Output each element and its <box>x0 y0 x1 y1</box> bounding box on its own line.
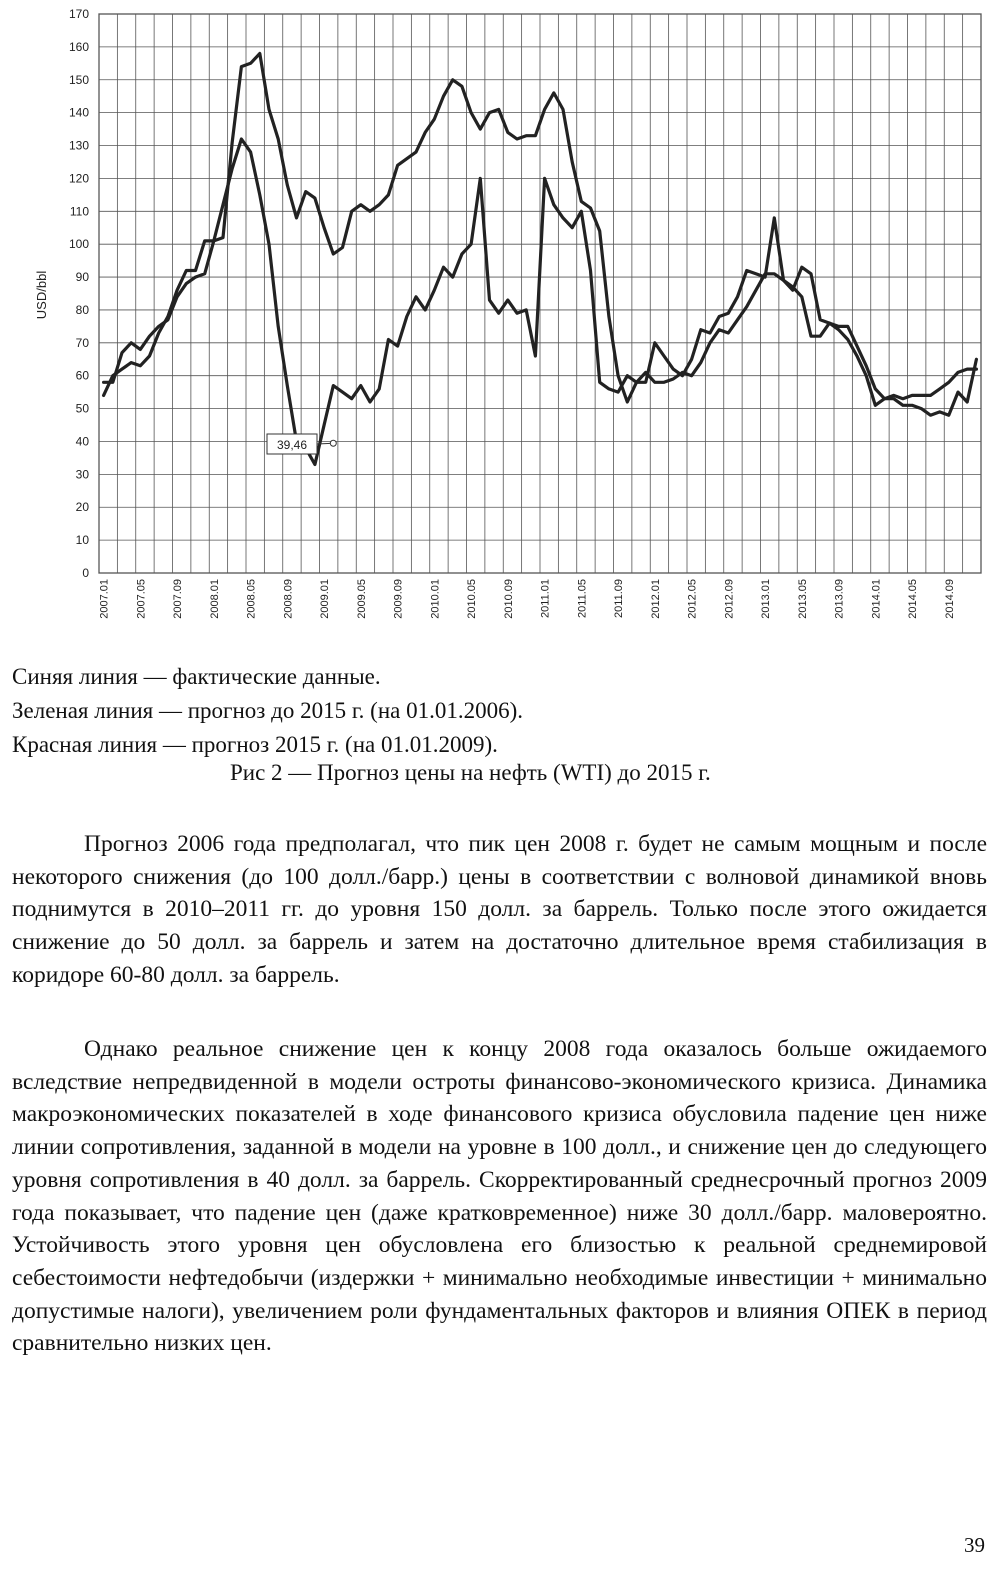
y-tick-label: 0 <box>82 566 89 580</box>
paragraph-1: Прогноз 2006 года предполагал, что пик цен 2008 г. будет не самым мощным и после некоторого снижения (до 100 долл./барр.) цены в соответствии с волновой динамикой вновь поднимутся в 2010–2011 гг. до уровня 150 долл. за баррель. Только после этого ожидается снижение до 50 долл. за баррель и затем на достаточно длительное время стабилизация в коридоре 60-80 долл. за баррель. <box>12 831 987 988</box>
x-tick-label: 2007.09 <box>172 579 185 619</box>
x-tick-label: 2013.01 <box>760 579 773 619</box>
y-tick-label: 90 <box>75 270 89 285</box>
page-number: 39 <box>964 1533 985 1557</box>
x-tick-label: 2014.09 <box>943 579 956 619</box>
x-tick-label: 2010.01 <box>429 579 442 619</box>
y-tick-label: 170 <box>68 7 89 21</box>
x-tick-label: 2011.01 <box>539 579 552 618</box>
x-tick-label: 2013.09 <box>833 579 846 619</box>
oil-price-chart <box>0 0 999 655</box>
caption-actual: Синяя линия — фактические данные. <box>12 664 381 689</box>
x-tick-label: 2013.05 <box>796 579 809 619</box>
x-tick-label: 2009.05 <box>355 579 368 619</box>
x-tick-label: 2007.01 <box>98 579 111 619</box>
x-axis-ticks <box>99 579 956 619</box>
x-tick-label: 2011.09 <box>613 579 626 618</box>
y-tick-label: 100 <box>68 237 89 252</box>
x-tick-label: 2010.09 <box>502 579 515 619</box>
x-tick-label: 2012.01 <box>649 579 662 619</box>
x-tick-label: 2011.05 <box>576 579 589 618</box>
chart-annotation <box>267 434 336 454</box>
y-tick-label: 40 <box>75 434 89 449</box>
y-tick-label: 110 <box>69 204 89 219</box>
paragraph-2: Однако реальное снижение цен к концу 2008 года оказалось больше ожидаемого вследствие непредвиденной в модели остроты финансово-экономического кризиса. Динамика макроэкономических показателей в ходе финансового кризиса обусловила падение цен ниже линии сопротивления, заданной в модели на уровне в 100 долл., и снижение цен до следующего уровня сопротивления в 40 долл. за баррель. Скорректированный среднесрочный прогноз 2009 года показывает, что падение цен (даже кратковременное) ниже 30 долл./барр. маловероятно. Устойчивость этого уровня цен обусловлена его близостью к реальной среднемировой себестоимости нефтедобычи (издержки + минимально необходимые инвестиции + минимально допустимые налоги), увеличением роли фундаментальных факторов и влияния ОПЕК в период сравнительно низких цен. <box>12 1036 987 1357</box>
y-axis-label: USD/bbl <box>34 270 49 320</box>
x-tick-label: 2012.05 <box>686 579 699 619</box>
x-tick-label: 2008.09 <box>282 579 295 619</box>
y-tick-label: 150 <box>68 72 89 87</box>
y-tick-label: 20 <box>75 500 89 515</box>
annotation-label: 39,46 <box>276 438 308 452</box>
x-tick-label: 2007.05 <box>135 579 148 619</box>
y-tick-label: 160 <box>68 39 89 54</box>
x-tick-label: 2014.01 <box>870 579 883 619</box>
x-tick-label: 2014.05 <box>907 579 920 619</box>
annotation-marker <box>330 440 336 446</box>
x-tick-label: 2008.05 <box>245 579 258 619</box>
y-tick-label: 70 <box>75 335 89 350</box>
y-tick-label: 30 <box>75 467 89 482</box>
caption-forecast-2009: Красная линия — прогноз 2015 г. (на 01.01.2009). <box>12 732 498 757</box>
x-tick-label: 2009.01 <box>319 579 332 619</box>
y-tick-label: 130 <box>68 138 89 153</box>
x-tick-label: 2010.05 <box>466 579 479 619</box>
y-tick-label: 120 <box>68 171 89 186</box>
y-tick-label: 80 <box>75 302 89 317</box>
y-tick-label: 50 <box>75 401 89 416</box>
y-tick-label: 60 <box>75 368 89 383</box>
y-axis-ticks <box>69 7 89 580</box>
caption-forecast-2006: Зеленая линия — прогноз до 2015 г. (на 01.01.2006). <box>12 698 524 723</box>
y-tick-label: 140 <box>68 105 89 120</box>
figure-caption: Рис 2 — Прогноз цены на нефть (WTI) до 2015 г. <box>230 760 711 785</box>
x-tick-label: 2008.01 <box>208 579 221 619</box>
y-tick-label: 10 <box>75 533 89 548</box>
x-tick-label: 2012.09 <box>723 579 736 619</box>
x-tick-label: 2009.09 <box>392 579 405 619</box>
